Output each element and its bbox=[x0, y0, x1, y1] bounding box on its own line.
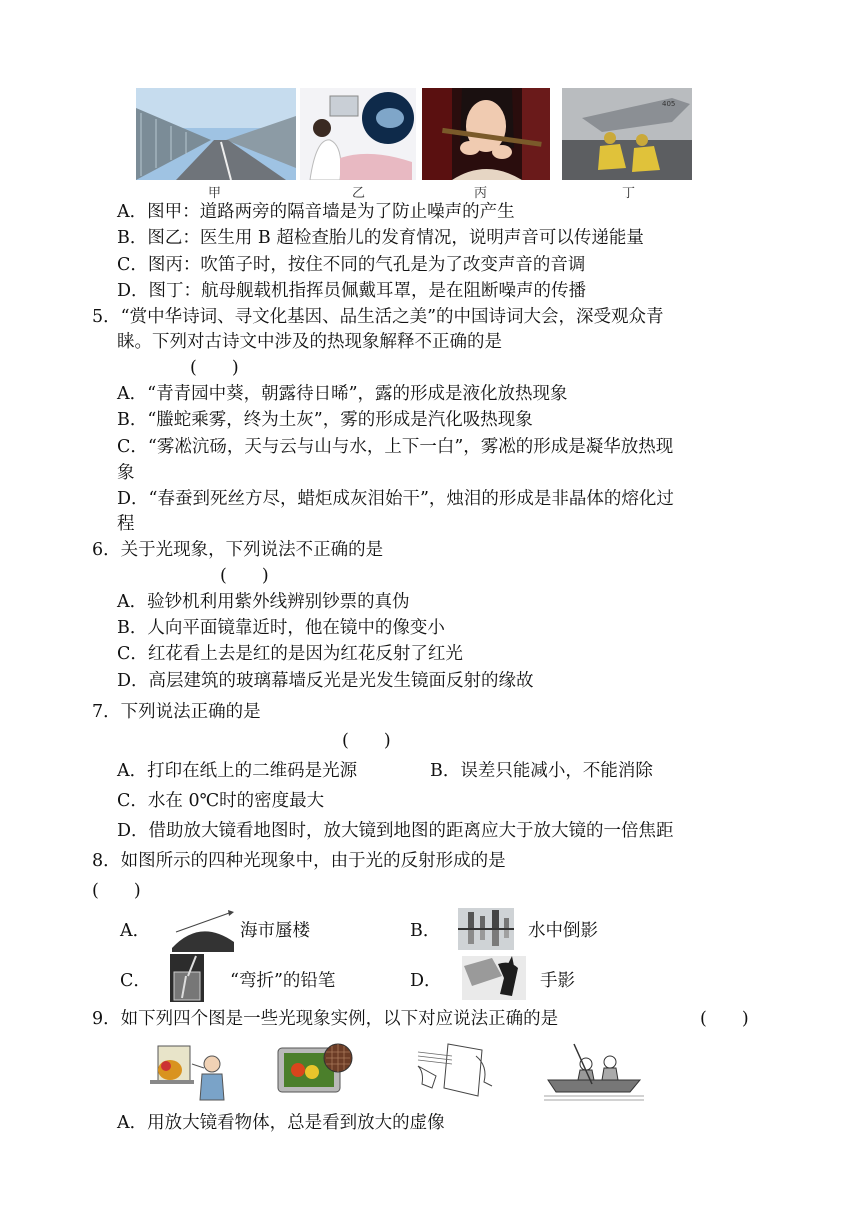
q9-option-a: A．用放大镜看物体，总是看到放大的虚像 bbox=[117, 1113, 445, 1133]
photo-flute-player bbox=[422, 88, 550, 180]
q6-stem: 6．关于光现象，下列说法不正确的是 bbox=[92, 540, 384, 560]
q6-option-a: A．验钞机利用紫外线辨别钞票的真伪 bbox=[117, 592, 410, 612]
q5-stem-line1: 5．“赏中华诗词、寻文化基因、品生活之美”的中国诗词大会，深受观众青 bbox=[92, 307, 664, 327]
caption-yi: 乙 bbox=[352, 186, 366, 201]
q6-option-c: C．红花看上去是红的是因为红花反射了红光 bbox=[117, 644, 463, 664]
svg-text:405: 405 bbox=[662, 100, 676, 108]
q5-option-d-line1: D．“春蚕到死丝方尽，蜡炬成灰泪始干”，烛泪的形成是非晶体的熔化过 bbox=[117, 489, 674, 509]
q7-option-c: C．水在 0℃时的密度最大 bbox=[117, 791, 325, 811]
q4-option-b: B．图乙：医生用 B 超检查胎儿的发育情况，说明声音可以传递能量 bbox=[117, 228, 644, 248]
magnifier-illustration bbox=[144, 1040, 234, 1102]
spear-fishing-illustration bbox=[544, 1040, 644, 1102]
q4-option-c: C．图丙：吹笛子时，按住不同的气孔是为了改变声音的音调 bbox=[117, 255, 586, 275]
q7-option-b: B．误差只能减小，不能消除 bbox=[430, 761, 653, 781]
q8-label-a: A． bbox=[120, 921, 151, 941]
q6-option-d: D．高层建筑的玻璃幕墙反光是光发生镜面反射的缘故 bbox=[117, 671, 534, 691]
q7-option-a: A．打印在纸上的二维码是光源 bbox=[117, 761, 358, 781]
q4-option-a: A．图甲：道路两旁的隔音墙是为了防止噪声的产生 bbox=[117, 202, 515, 222]
q5-answer-bracket: ( ) bbox=[190, 358, 239, 378]
q8-label-d: D． bbox=[410, 971, 442, 991]
q6-answer-bracket: ( ) bbox=[220, 566, 269, 586]
q8-item-d: 手影 bbox=[540, 971, 575, 991]
mirage-diagram bbox=[170, 908, 236, 952]
q8-label-b: B． bbox=[410, 921, 441, 941]
q5-option-c-line2: 象 bbox=[117, 463, 135, 483]
q8-label-c: C． bbox=[120, 971, 151, 991]
photo-carrier-deck-crew bbox=[562, 88, 692, 180]
light-screen-illustration bbox=[412, 1036, 496, 1102]
photo-sound-barrier-road bbox=[136, 88, 296, 180]
q8-answer-bracket: ( ) bbox=[92, 881, 141, 901]
caption-ding: 丁 bbox=[622, 186, 636, 201]
q7-stem: 7．下列说法正确的是 bbox=[92, 702, 261, 722]
q5-option-d-line2: 程 bbox=[117, 514, 135, 534]
q5-option-a: A．“青青园中葵，朝露待日晞”，露的形成是液化放热现象 bbox=[117, 384, 568, 404]
photo-b-ultrasound bbox=[300, 88, 416, 180]
q5-stem-line2: 睐。下列对古诗文中涉及的热现象解释不正确的是 bbox=[117, 332, 502, 352]
q9-answer-bracket: ( ) bbox=[700, 1009, 749, 1029]
hand-shadow-photo bbox=[462, 956, 526, 1000]
caption-bing: 丙 bbox=[474, 186, 488, 201]
q7-option-d: D．借助放大镜看地图时，放大镜到地图的距离应大于放大镜的一倍焦距 bbox=[117, 821, 674, 841]
q4-option-d: D．图丁：航母舰载机指挥员佩戴耳罩，是在阻断噪声的传播 bbox=[117, 281, 587, 301]
tv-screen-illustration bbox=[276, 1040, 356, 1102]
reflection-photo bbox=[458, 908, 514, 950]
q7-answer-bracket: ( ) bbox=[342, 731, 391, 751]
q8-stem: 8．如图所示的四种光现象中，由于光的反射形成的是 bbox=[92, 851, 506, 871]
q8-item-a: 海市蜃楼 bbox=[240, 921, 310, 941]
q9-stem: 9．如下列四个图是一些光现象实例，以下对应说法正确的是 bbox=[92, 1009, 559, 1029]
q6-option-b: B．人向平面镜靠近时，他在镜中的像变小 bbox=[117, 618, 445, 638]
q5-option-c-line1: C．“雾凇沆砀，天与云与山与水，上下一白”，雾凇的形成是凝华放热现 bbox=[117, 437, 674, 457]
q8-item-c: “弯折”的铅笔 bbox=[230, 971, 336, 991]
q5-option-b: B．“螣蛇乘雾，终为土灰”，雾的形成是汽化吸热现象 bbox=[117, 410, 533, 430]
q8-item-b: 水中倒影 bbox=[528, 921, 598, 941]
caption-jia: 甲 bbox=[208, 186, 222, 201]
bent-pencil-photo bbox=[170, 954, 204, 1002]
